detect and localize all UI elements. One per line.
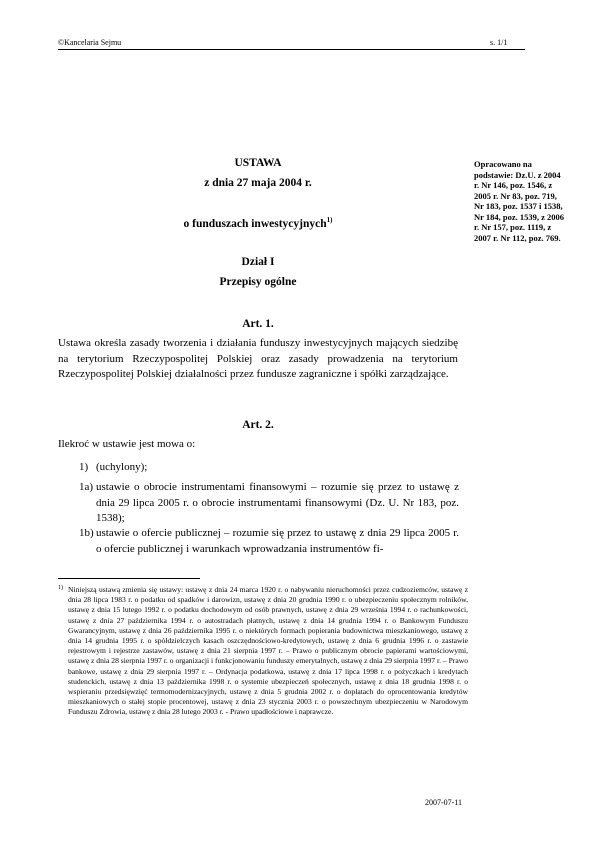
division-name: Przepisy ogólne — [219, 276, 297, 288]
article-1-text: Ustawa określa zasady tworzenia i działania funduszy inwestycyjnych mających siedzibę na terytorium Rzeczypospolitej Polskiej oraz zasady prowadzenia na terytorium Rzeczypospolitej Polskiej działalności przez fundusze zagraniczne i spółki zarządzające. — [58, 337, 458, 380]
header-source: ©Kancelaria Sejmu — [58, 38, 122, 47]
list-item-number: 1a) — [79, 481, 94, 493]
list-item-number: 1) — [79, 461, 89, 473]
article-2-intro: Ilekroć w ustawie jest mowa o: — [58, 438, 196, 450]
list-item-text: ustawie o ofercie publicznej – rozumie się przez to ustawę z dnia 29 lipca 2005 r. o ofercie publicznej i warunkach wprowadzania instrumentów fi- — [96, 527, 459, 555]
source-note: Opracowano na podstawie: Dz.U. z 2004 r. Nr 146, poz. 1546, z 2005 r. Nr 83, poz. 719, Nr 183, poz. 1537 i 1538, Nr 184, poz. 1539, z 2006 r. Nr 157, poz. 1119, z 2007 r. Nr 112, poz. 769. — [474, 159, 565, 243]
list-item-number: 1b) — [79, 527, 94, 539]
footer-date: 2007-07-11 — [425, 798, 463, 807]
article-2-heading: Art. 2. — [242, 419, 274, 431]
list-item-text: ustawie o obrocie instrumentami finansowymi – rozumie się przez to ustawę z dnia 29 lipca 2005 r. o obrocie instrumentami finansowymi (Dz. U. Nr 183, poz. 1538); — [96, 481, 459, 524]
division-number: Dział I — [241, 256, 275, 268]
article-1-heading: Art. 1. — [242, 318, 274, 330]
document-date: z dnia 27 maja 2004 r. — [204, 177, 312, 189]
subject-footnote-ref[interactable]: 1) — [326, 216, 333, 224]
list-item-text: (uchylony); — [96, 461, 148, 473]
document-kind: USTAWA — [234, 157, 282, 169]
header-divider — [58, 49, 525, 50]
footnote-text: Niniejszą ustawą zmienia się ustawy: ustawę z dnia 24 marca 1920 r. o nabywaniu nieruchomości przez cudzoziemców, ustawę z dnia 28 lipca 1983 r. o podatku od spadków i darowizn, ustawę z dnia 20 grudnia 1990 r. o ubezpieczeniu społecznym rolników, ustawę z dnia 15 lutego 1992 r. o podatku dochodowym od osób prawnych, ustawę z dnia 29 września 1994 r. o rachunkowości, ustawę z dnia 27 października 1994 r. o autostradach płatnych, ustawę z dnia 14 grudnia 1994 r. o Bankowym Funduszu Gwarancyjnym, ustawę z dnia 26 października 1995 r. o niektórych formach popierania budownictwa mieszkaniowego, ustawę z dnia 14 grudnia 1995 r. o spółdzielczych kasach oszczędnościowo-kredytowych, ustawę z dnia 6 grudnia 1996 r. o zastawie rejestrowym i rejestrze zastawów, ustawę z dnia 21 sierpnia 1997 r. – Prawo o publicznym obrocie papierami wartościowymi, ustawę z dnia 28 sierpnia 1997 r. o organizacji i funkcjonowaniu funduszy emerytalnych, ustawę z dnia 29 sierpnia 1997 r. – Prawo bankowe, ustawę z dnia 29 sierpnia 1997 r. – Ordynacja podatkowa, ustawę z dnia 17 lipca 1998 r. o pożyczkach i kredytach studenckich, ustawę z dnia 13 października 1998 r. o systemie ubezpieczeń społecznych, ustawę z dnia 18 grudnia 1998 r. o wspieraniu przedsięwzięć termomodernizacyjnych, ustawę z dnia 5 grudnia 2002 r. o dopłatach do oprocentowania kredytów mieszkaniowych o stałej stopie procentowej, ustawę z dnia 23 stycznia 2003 r. o powszechnym ubezpieczeniu w Narodowym Funduszu Zdrowia, ustawę z dnia 28 lutego 2003 r. - Prawo upadłościowe i naprawcze. — [68, 585, 468, 717]
footnote-divider — [58, 578, 200, 579]
footnote-mark: 1) — [58, 585, 63, 591]
document-subject-text: o funduszach inwestycyjnych — [183, 217, 327, 230]
document-subject — [58, 216, 458, 230]
header-page-number: s. 1/1 — [490, 38, 508, 47]
